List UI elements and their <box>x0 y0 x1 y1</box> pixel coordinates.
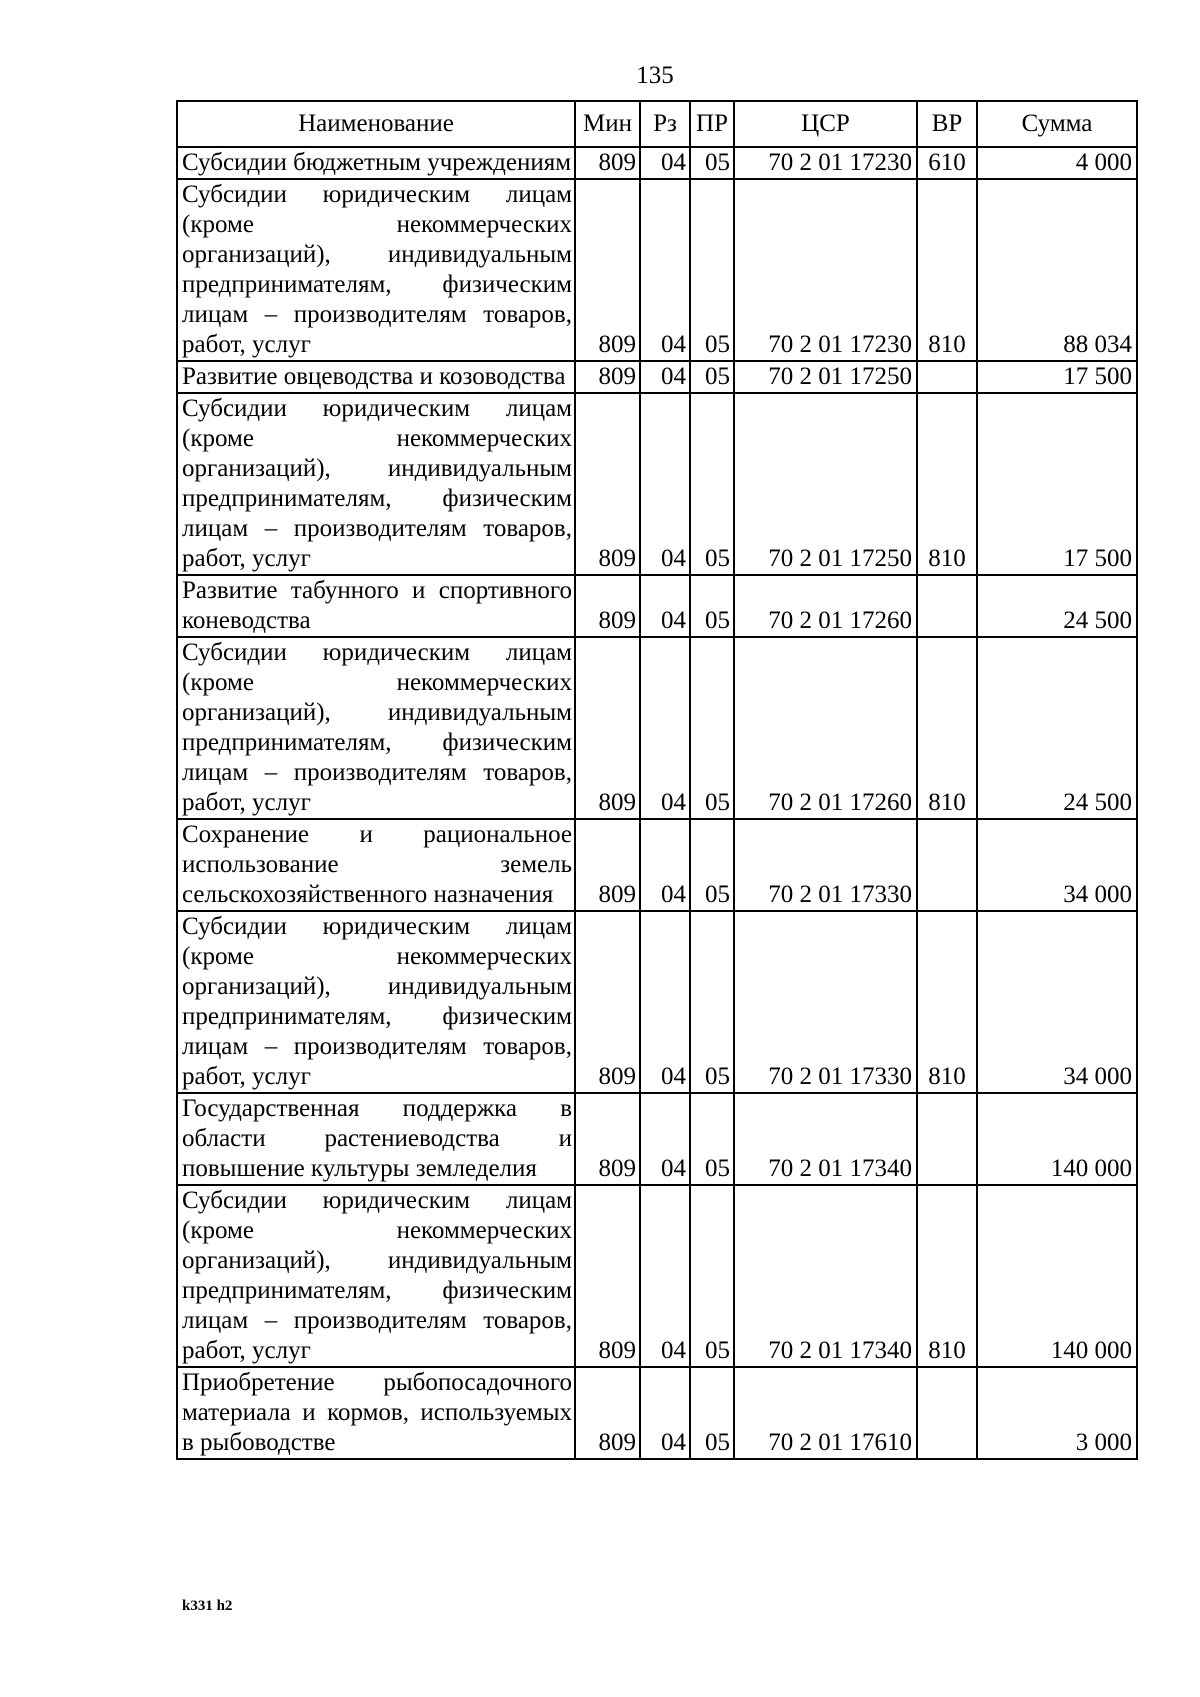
page-number: 135 <box>636 62 674 89</box>
table-row <box>177 637 1137 819</box>
row-vr: 810 <box>917 179 977 361</box>
table-row <box>177 179 1137 361</box>
row-rz: 04 <box>640 147 690 179</box>
row-name: Субсидии бюджетным учреждениям <box>177 147 575 179</box>
header-rz: Рз <box>640 101 690 147</box>
row-min: 809 <box>575 1185 640 1367</box>
row-sum: 17 500 <box>977 393 1137 575</box>
row-csr: 70 2 01 17330 <box>734 819 917 911</box>
row-min: 809 <box>575 361 640 393</box>
header-csr: ЦСР <box>734 101 917 147</box>
row-rz: 04 <box>640 1185 690 1367</box>
header-name: Наименование <box>177 101 575 147</box>
row-csr: 70 2 01 17260 <box>734 575 917 637</box>
row-name: Субсидии юридическим лицам (кроме некоммерческих организаций), индивидуальным предпринимателям, физическим лицам – производителям товаров, работ, услуг <box>177 1185 575 1367</box>
row-csr: 70 2 01 17330 <box>734 911 917 1093</box>
row-name: Государственная поддержка в области растениеводства и повышение культуры земледелия <box>177 1093 575 1185</box>
row-csr: 70 2 01 17230 <box>734 179 917 361</box>
row-vr <box>917 819 977 911</box>
row-pr: 05 <box>690 1367 734 1459</box>
row-min: 809 <box>575 819 640 911</box>
header-sum: Сумма <box>977 101 1137 147</box>
row-rz: 04 <box>640 575 690 637</box>
header-min: Мин <box>575 101 640 147</box>
table-row <box>177 1093 1137 1185</box>
row-csr: 70 2 01 17250 <box>734 393 917 575</box>
table-row <box>177 361 1137 393</box>
row-min: 809 <box>575 1093 640 1185</box>
row-csr: 70 2 01 17340 <box>734 1093 917 1185</box>
row-name: Субсидии юридическим лицам (кроме некоммерческих организаций), индивидуальным предпринимателям, физическим лицам – производителям товаров, работ, услуг <box>177 637 575 819</box>
row-name: Субсидии юридическим лицам (кроме некоммерческих организаций), индивидуальным предпринимателям, физическим лицам – производителям товаров, работ, услуг <box>177 179 575 361</box>
row-vr <box>917 1093 977 1185</box>
row-csr: 70 2 01 17260 <box>734 637 917 819</box>
header-vr: ВР <box>917 101 977 147</box>
row-vr: 810 <box>917 393 977 575</box>
row-sum: 34 000 <box>977 819 1137 911</box>
row-min: 809 <box>575 147 640 179</box>
row-vr <box>917 1367 977 1459</box>
row-min: 809 <box>575 575 640 637</box>
row-pr: 05 <box>690 637 734 819</box>
row-csr: 70 2 01 17230 <box>734 147 917 179</box>
row-name: Субсидии юридическим лицам (кроме некоммерческих организаций), индивидуальным предпринимателям, физическим лицам – производителям товаров, работ, услуг <box>177 911 575 1093</box>
row-min: 809 <box>575 1367 640 1459</box>
table-row <box>177 911 1137 1093</box>
row-pr: 05 <box>690 575 734 637</box>
row-sum: 88 034 <box>977 179 1137 361</box>
row-min: 809 <box>575 637 640 819</box>
row-csr: 70 2 01 17340 <box>734 1185 917 1367</box>
header-pr: ПР <box>690 101 734 147</box>
row-min: 809 <box>575 393 640 575</box>
row-rz: 04 <box>640 393 690 575</box>
row-pr: 05 <box>690 1185 734 1367</box>
table-row <box>177 575 1137 637</box>
row-pr: 05 <box>690 147 734 179</box>
row-rz: 04 <box>640 1093 690 1185</box>
row-name: Развитие овцеводства и козоводства <box>177 361 575 393</box>
table-row <box>177 1367 1137 1459</box>
row-sum: 24 500 <box>977 637 1137 819</box>
row-vr: 610 <box>917 147 977 179</box>
row-pr: 05 <box>690 1093 734 1185</box>
row-sum: 140 000 <box>977 1093 1137 1185</box>
table-header-row <box>177 101 1137 147</box>
row-sum: 34 000 <box>977 911 1137 1093</box>
row-sum: 140 000 <box>977 1185 1137 1367</box>
row-pr: 05 <box>690 393 734 575</box>
row-min: 809 <box>575 911 640 1093</box>
table-row <box>177 819 1137 911</box>
row-pr: 05 <box>690 179 734 361</box>
row-vr: 810 <box>917 637 977 819</box>
row-pr: 05 <box>690 819 734 911</box>
table-row <box>177 393 1137 575</box>
table-row <box>177 147 1137 179</box>
row-name: Приобретение рыбопосадочного материала и кормов, используемых в рыбоводстве <box>177 1367 575 1459</box>
row-rz: 04 <box>640 1367 690 1459</box>
row-sum: 24 500 <box>977 575 1137 637</box>
row-sum: 4 000 <box>977 147 1137 179</box>
row-pr: 05 <box>690 911 734 1093</box>
row-csr: 70 2 01 17250 <box>734 361 917 393</box>
row-name: Развитие табунного и спортивного коневодства <box>177 575 575 637</box>
row-rz: 04 <box>640 361 690 393</box>
row-vr: 810 <box>917 1185 977 1367</box>
row-rz: 04 <box>640 179 690 361</box>
row-rz: 04 <box>640 637 690 819</box>
budget-table <box>176 100 1138 1460</box>
table-row <box>177 1185 1137 1367</box>
footer-code: k331 h2 <box>182 1598 233 1614</box>
row-vr <box>917 361 977 393</box>
row-sum: 17 500 <box>977 361 1137 393</box>
row-rz: 04 <box>640 819 690 911</box>
row-min: 809 <box>575 179 640 361</box>
row-csr: 70 2 01 17610 <box>734 1367 917 1459</box>
row-name: Субсидии юридическим лицам (кроме некоммерческих организаций), индивидуальным предпринимателям, физическим лицам – производителям товаров, работ, услуг <box>177 393 575 575</box>
row-vr <box>917 575 977 637</box>
row-rz: 04 <box>640 911 690 1093</box>
row-pr: 05 <box>690 361 734 393</box>
row-vr: 810 <box>917 911 977 1093</box>
row-name: Сохранение и рациональное использование земель сельскохозяйственного назначения <box>177 819 575 911</box>
row-sum: 3 000 <box>977 1367 1137 1459</box>
